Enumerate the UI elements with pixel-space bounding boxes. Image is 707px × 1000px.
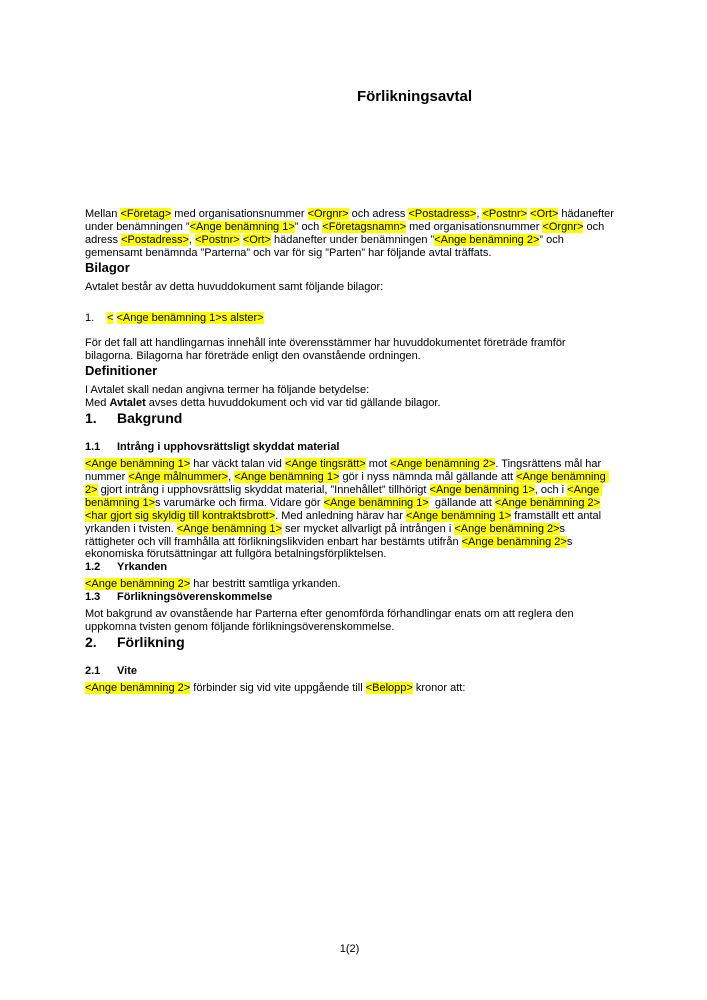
section-number: 1.1	[85, 441, 101, 454]
section-number: 1.2	[85, 561, 101, 574]
placeholder-highlight: <Ange benämning 2>	[390, 458, 496, 471]
text-run: ser mycket allvarligt på intrången i	[281, 522, 455, 535]
placeholder-highlight: <Ange benämning 1>s alster>	[116, 311, 264, 324]
text-run: ,	[476, 208, 483, 220]
placeholder-highlight: <har gjort sig skyldig till kontraktsbrott>	[85, 509, 276, 522]
text-run: s rättigheter och vill framhålla att förlikningslikviden enbart har bestämts utifrån	[85, 522, 569, 548]
placeholder-highlight: <Ange målnummer>	[128, 470, 229, 483]
placeholder-highlight: <Ange benämning 1>	[189, 220, 295, 233]
text-run: avses detta huvuddokument och vid var tid gällande bilagor.	[145, 397, 441, 410]
placeholder-highlight: <Ange benämning 2>	[434, 233, 540, 246]
list-number: 1.	[85, 311, 95, 324]
placeholder-highlight: <Företag>	[120, 208, 172, 220]
text-run: hädanefter under benämningen ”	[85, 208, 618, 233]
text-run: förbinder sig vid vite uppgående till	[190, 682, 366, 695]
placeholder-highlight: <Ange benämning 2>	[85, 578, 191, 591]
placeholder-highlight: <Postadress>	[121, 233, 189, 246]
text-run: gällande att	[428, 496, 495, 509]
page-number: 1(2)	[339, 943, 360, 955]
text-run: kronor att:	[412, 682, 466, 695]
placeholder-highlight: <Ange benämning 1>	[176, 522, 282, 535]
text-run: med organisationsnummer	[171, 208, 308, 220]
text-run: och adress	[348, 208, 409, 220]
text-run: s ekonomiska förutsättningar att fullgöra betalningsförpliktelsen.	[85, 535, 576, 561]
text-run: gjort intrång i upphovsrättslig skyddat material, ”Innehållet” tillhörigt	[97, 483, 430, 496]
section-title: Yrkanden	[117, 561, 168, 574]
section-2-heading	[85, 634, 614, 651]
section-number: 1.3	[85, 591, 101, 604]
section-number: 2.	[85, 634, 97, 651]
document-title: Förlikningsavtal	[356, 88, 473, 105]
placeholder-highlight: <	[107, 311, 114, 324]
text-run: ” och gemensamt benämnda ”Parterna” och var för sig ”Parten” har följande avtal träffats.	[85, 233, 567, 259]
text-run: med organisationsnummer	[406, 220, 543, 233]
section-1-1-heading	[85, 441, 614, 454]
bilagor-precedence-text: För det fall att handlingarnas innehåll inte överensstämmer har huvuddokumentet företräde framför bilagorna. Bilagorna har företräde enligt den ovanstående ordningen.	[85, 337, 569, 363]
text-run: . Med anledning härav har	[275, 509, 407, 522]
section-1-2-paragraph	[85, 578, 614, 591]
text-run: mot	[365, 458, 391, 471]
placeholder-highlight: <Ange benämning 1>	[323, 496, 429, 509]
placeholder-highlight: <Ort>	[530, 208, 559, 220]
section-title: Intrång i upphovsrättsligt skyddat material	[117, 441, 340, 454]
section-title: Vite	[117, 665, 137, 678]
placeholder-highlight: <Postnr>	[195, 233, 240, 246]
placeholder-highlight: <Ange benämning 2>	[461, 535, 567, 548]
definitioner-heading: Definitioner	[85, 363, 158, 379]
section-1-2-heading	[85, 561, 614, 574]
text-run: Vidare gör	[266, 496, 324, 509]
section-title: Förlikningsöverenskommelse	[117, 591, 273, 604]
text-run: har bestritt samtliga yrkanden.	[190, 578, 341, 591]
placeholder-highlight: <Postadress>	[408, 208, 477, 220]
text-run: .	[263, 496, 267, 509]
placeholder-highlight: <Ange benämning 1>	[85, 458, 191, 471]
placeholder-highlight: <Ange benämning 2>	[494, 496, 601, 509]
text-run	[600, 497, 603, 509]
bilagor-heading: Bilagor	[85, 259, 130, 275]
text-run: Avtalet	[109, 397, 146, 410]
section-1-1-paragraph	[85, 458, 614, 561]
placeholder-highlight: <Postnr>	[482, 208, 528, 220]
text-run: Med	[85, 397, 110, 410]
section-2-1-paragraph	[85, 682, 614, 695]
text-run: s varumärke och firma	[155, 496, 264, 509]
text-run: . Tingsrättens mål har nummer	[85, 458, 605, 483]
text-run: , och i	[534, 483, 568, 496]
intro-paragraph	[85, 208, 618, 260]
section-2-1-heading	[85, 665, 614, 678]
text-run: och adress	[85, 220, 608, 246]
text-run: har väckt talan vid	[190, 458, 285, 471]
text-run: hädanefter under benämningen ”	[270, 233, 435, 246]
definitioner-avtalet-text	[85, 397, 614, 410]
section-number: 2.1	[85, 665, 101, 678]
placeholder-highlight: <Företagsnamn>	[322, 220, 407, 233]
text-run: ,	[188, 233, 196, 246]
bilagor-intro-text: Avtalet består av detta huvuddokument samt följande bilagor:	[85, 280, 384, 293]
placeholder-highlight: <Ange benämning 1>	[406, 509, 512, 522]
placeholder-highlight: <Ange benämning 2>	[85, 470, 609, 496]
placeholder-highlight: <Orgnr>	[542, 220, 584, 233]
section-1-heading	[85, 410, 614, 427]
text-run: Mellan	[85, 208, 121, 220]
placeholder-highlight: <Ort>	[242, 233, 271, 246]
text-run: ,	[228, 470, 235, 483]
placeholder-highlight: <Belopp>	[365, 682, 413, 695]
section-1-3-heading	[85, 591, 614, 604]
section-number: 1.	[85, 410, 97, 427]
placeholder-highlight: <Ange benämning 1>	[234, 470, 340, 483]
section-title: Bakgrund	[117, 410, 183, 427]
placeholder-highlight: <Ange benämning 1>	[429, 483, 535, 496]
section-1-3-paragraph: Mot bakgrund av ovanstående har Parterna efter genomförda förhandlingar enats om att reglera den uppkomna tvisten genom följande förlikningsöverenskommelse.	[85, 608, 577, 634]
bilagor-list-item	[85, 312, 614, 325]
placeholder-highlight: <Orgnr>	[307, 208, 349, 220]
list-text	[107, 312, 264, 325]
placeholder-highlight: <Ange benämning 2>	[454, 522, 560, 535]
placeholder-highlight: <Ange tingsrätt>	[284, 458, 366, 471]
definitioner-intro-text: I Avtalet skall nedan angivna termer ha följande betydelse:	[85, 384, 370, 397]
text-run: ” och	[294, 220, 323, 233]
placeholder-highlight: <Ange benämning 2>	[85, 682, 191, 695]
text-run: framställt ett antal yrkanden i tvisten.	[85, 509, 605, 535]
text-run: gör i nyss nämnda mål gällande att	[339, 470, 517, 483]
section-title: Förlikning	[117, 634, 185, 651]
placeholder-highlight: <Ange benämning 1>	[85, 483, 603, 509]
